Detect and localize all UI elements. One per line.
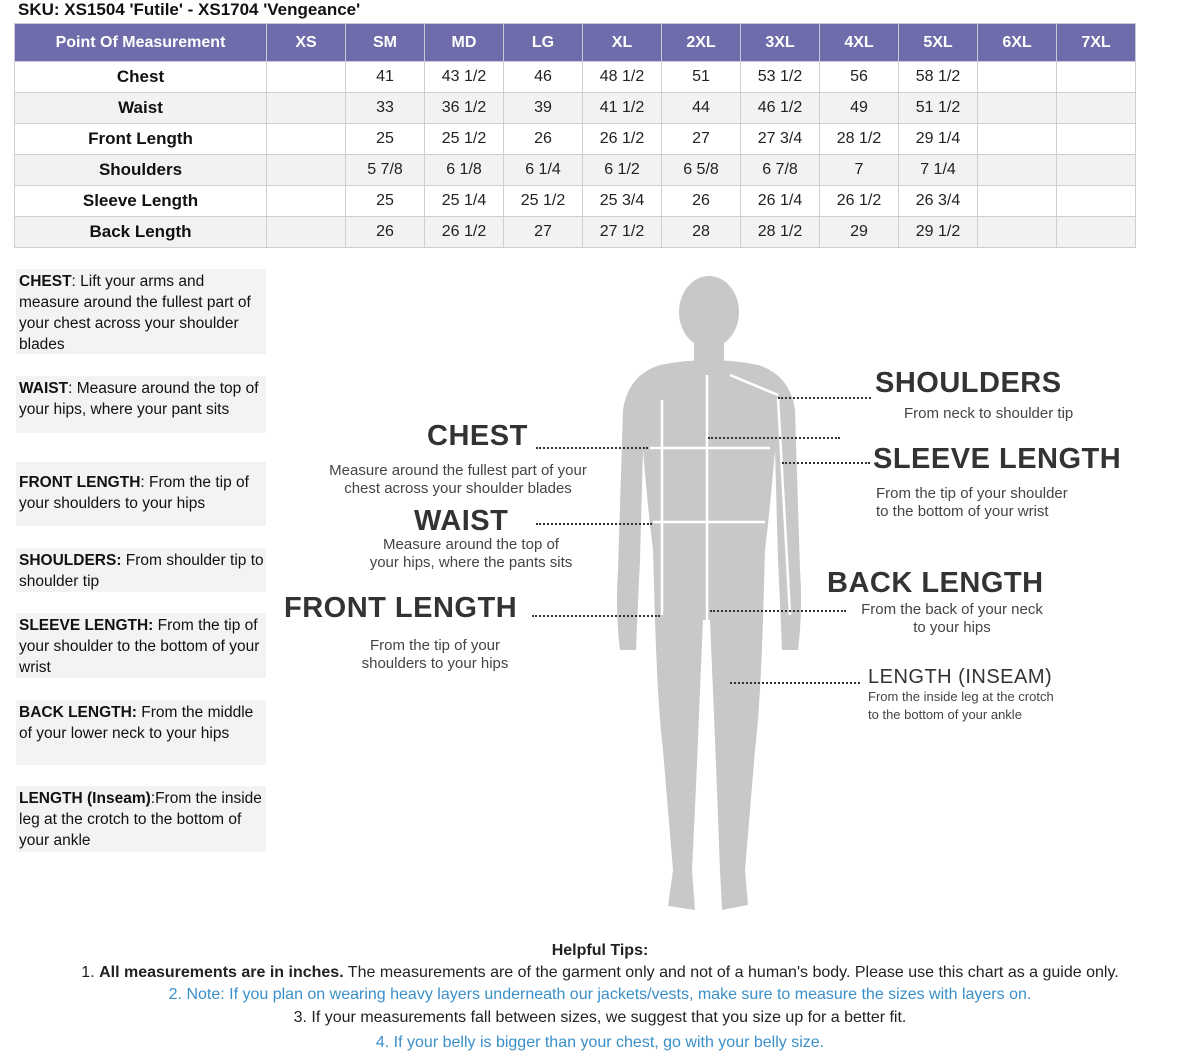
row-label: Waist	[15, 93, 267, 124]
table-cell	[267, 93, 346, 124]
tip-1-bold: All measurements are in inches.	[99, 964, 344, 981]
header-size: 7XL	[1057, 24, 1136, 62]
table-cell	[978, 217, 1057, 248]
size-chart-table	[14, 23, 1136, 248]
sleeve-length-leader	[782, 462, 870, 464]
header-size: 5XL	[899, 24, 978, 62]
table-cell: 49	[820, 93, 899, 124]
table-cell: 25	[346, 124, 425, 155]
table-cell	[267, 155, 346, 186]
table-cell: 33	[346, 93, 425, 124]
guide-inseam	[16, 786, 266, 852]
table-cell	[978, 93, 1057, 124]
table-cell: 26	[504, 124, 583, 155]
front-length-leader	[532, 615, 660, 617]
table-row	[15, 217, 1136, 248]
guide-term: SHOULDERS:	[19, 552, 122, 569]
table-cell: 36 1/2	[425, 93, 504, 124]
table-header-row	[15, 24, 1136, 62]
table-cell: 7	[820, 155, 899, 186]
guide-text: : Lift your arms and measure around the fullest part of your chest across your shoulder blades	[19, 273, 251, 353]
guide-text: From the tip of your shoulder to the bottom of your wrist	[19, 617, 260, 676]
table-cell: 6 5/8	[662, 155, 741, 186]
table-cell: 41	[346, 62, 425, 93]
table-cell	[1057, 93, 1136, 124]
row-label: Sleeve Length	[15, 186, 267, 217]
table-cell	[267, 124, 346, 155]
waist-desc-line: your hips, where the pants sits	[369, 554, 573, 571]
guide-term: LENGTH (Inseam)	[19, 790, 151, 807]
table-cell	[1057, 124, 1136, 155]
table-cell: 25 1/4	[425, 186, 504, 217]
table-cell: 6 1/2	[583, 155, 662, 186]
header-size: XS	[267, 24, 346, 62]
header-size: MD	[425, 24, 504, 62]
waist-title: WAIST	[414, 505, 509, 537]
guide-shoulders	[16, 548, 266, 592]
table-cell: 28	[662, 217, 741, 248]
back-length-leader	[710, 610, 846, 612]
sleeve-length-desc-line: to the bottom of your wrist	[876, 503, 1049, 520]
back-length-desc	[842, 601, 1062, 637]
front-length-desc	[330, 637, 540, 673]
table-cell	[978, 155, 1057, 186]
table-cell	[267, 217, 346, 248]
table-cell: 27	[504, 217, 583, 248]
table-cell: 28 1/2	[820, 124, 899, 155]
sleeve-length-desc	[876, 485, 1068, 521]
guide-text: From shoulder tip to shoulder tip	[19, 552, 264, 590]
table-cell: 26 1/2	[820, 186, 899, 217]
chest-right-leader	[708, 437, 840, 439]
table-cell: 25 1/2	[425, 124, 504, 155]
guide-sleeve-length	[16, 613, 266, 678]
front-length-desc-line: shoulders to your hips	[361, 655, 509, 672]
front-length-desc-line: From the tip of your	[369, 637, 501, 654]
guide-waist	[16, 376, 266, 433]
table-cell	[1057, 186, 1136, 217]
waist-desc	[346, 536, 596, 572]
table-cell	[978, 124, 1057, 155]
guide-term: SLEEVE LENGTH:	[19, 617, 154, 634]
table-cell: 29 1/2	[899, 217, 978, 248]
table-cell: 27 1/2	[583, 217, 662, 248]
inseam-leader	[730, 682, 860, 684]
table-cell: 43 1/2	[425, 62, 504, 93]
table-cell	[1057, 217, 1136, 248]
table-cell: 48 1/2	[583, 62, 662, 93]
table-cell: 44	[662, 93, 741, 124]
shoulders-title: SHOULDERS	[875, 367, 1062, 399]
guide-term: BACK LENGTH:	[19, 704, 137, 721]
header-size: SM	[346, 24, 425, 62]
table-row	[15, 93, 1136, 124]
guide-text: : From the tip of your shoulders to your hips	[19, 474, 249, 512]
table-cell: 6 1/8	[425, 155, 504, 186]
tip-1-number: 1.	[81, 964, 100, 981]
back-length-desc-line: From the back of your neck	[861, 601, 1043, 618]
sleeve-length-title: SLEEVE LENGTH	[873, 443, 1122, 475]
table-row	[15, 62, 1136, 93]
table-cell	[267, 62, 346, 93]
header-size: 6XL	[978, 24, 1057, 62]
table-cell: 27	[662, 124, 741, 155]
table-cell: 7 1/4	[899, 155, 978, 186]
header-size: 2XL	[662, 24, 741, 62]
inseam-desc-line: From the inside leg at the crotch	[868, 689, 1054, 704]
chest-desc-line: chest across your shoulder blades	[344, 480, 572, 497]
sku-title: SKU: XS1504 'Futile' - XS1704 'Vengeance'	[18, 0, 361, 19]
table-cell: 58 1/2	[899, 62, 978, 93]
table-cell: 51	[662, 62, 741, 93]
table-row	[15, 186, 1136, 217]
chest-title: CHEST	[427, 420, 528, 452]
shoulders-leader	[778, 397, 871, 399]
header-size: 3XL	[741, 24, 820, 62]
tip-2: 2. Note: If you plan on wearing heavy layers underneath our jackets/vests, make sure to measure the sizes with layers on.	[168, 986, 1032, 1003]
row-label: Shoulders	[15, 155, 267, 186]
guide-term: FRONT LENGTH	[19, 474, 141, 491]
table-cell: 25	[346, 186, 425, 217]
table-cell: 26	[662, 186, 741, 217]
table-cell: 29 1/4	[899, 124, 978, 155]
table-cell	[1057, 62, 1136, 93]
tip-4: 4. If your belly is bigger than your chest, go with your belly size.	[375, 1034, 825, 1051]
table-cell: 41 1/2	[583, 93, 662, 124]
sleeve-length-desc-line: From the tip of your shoulder	[876, 485, 1068, 502]
table-cell: 6 1/4	[504, 155, 583, 186]
shoulders-desc: From neck to shoulder tip	[904, 405, 1074, 422]
guide-text: From the middle of your lower neck to your hips	[19, 704, 254, 742]
table-cell: 25 1/2	[504, 186, 583, 217]
table-cell: 26 1/2	[583, 124, 662, 155]
guide-back-length	[16, 700, 266, 765]
guide-chest	[16, 269, 266, 354]
header-size: 4XL	[820, 24, 899, 62]
table-cell: 6 7/8	[741, 155, 820, 186]
table-cell	[267, 186, 346, 217]
row-label: Front Length	[15, 124, 267, 155]
table-cell	[978, 62, 1057, 93]
header-size: LG	[504, 24, 583, 62]
helpful-tips-heading: Helpful Tips:	[551, 942, 649, 959]
row-label: Chest	[15, 62, 267, 93]
table-cell: 26	[346, 217, 425, 248]
table-cell: 46	[504, 62, 583, 93]
table-cell: 26 3/4	[899, 186, 978, 217]
tip-1	[0, 964, 1200, 982]
guide-term: CHEST	[19, 273, 72, 290]
table-row	[15, 155, 1136, 186]
chest-desc-line: Measure around the fullest part of your	[329, 462, 587, 479]
row-label: Back Length	[15, 217, 267, 248]
table-cell: 26 1/4	[741, 186, 820, 217]
waist-desc-line: Measure around the top of	[383, 536, 559, 553]
table-row	[15, 124, 1136, 155]
chest-leader	[536, 447, 648, 449]
guide-front-length	[16, 462, 266, 526]
inseam-title: LENGTH (INSEAM)	[868, 666, 1053, 688]
inseam-desc	[868, 688, 1054, 724]
table-cell: 51 1/2	[899, 93, 978, 124]
table-cell: 26 1/2	[425, 217, 504, 248]
table-cell: 28 1/2	[741, 217, 820, 248]
waist-leader	[536, 523, 652, 525]
table-cell: 27 3/4	[741, 124, 820, 155]
guide-text: :From the inside leg at the crotch to the bottom of your ankle	[19, 790, 262, 849]
chest-desc	[318, 462, 598, 498]
tip-3: 3. If your measurements fall between sizes, we suggest that you size up for a better fit.	[293, 1009, 907, 1026]
table-cell	[1057, 155, 1136, 186]
table-cell: 56	[820, 62, 899, 93]
header-point-of-measurement: Point Of Measurement	[15, 24, 267, 62]
table-cell: 39	[504, 93, 583, 124]
tip-1-text: The measurements are of the garment only and not of a human's body. Please use this chart as a guide only.	[343, 964, 1119, 981]
guide-text: : Measure around the top of your hips, where your pant sits	[19, 380, 259, 418]
back-length-title: BACK LENGTH	[827, 567, 1044, 599]
table-cell	[978, 186, 1057, 217]
inseam-desc-line: to the bottom of your ankle	[868, 707, 1022, 722]
header-size: XL	[583, 24, 662, 62]
table-cell: 46 1/2	[741, 93, 820, 124]
back-length-desc-line: to your hips	[913, 619, 991, 636]
table-cell: 53 1/2	[741, 62, 820, 93]
measurement-figure	[270, 270, 1190, 940]
table-cell: 25 3/4	[583, 186, 662, 217]
guide-term: WAIST	[19, 380, 69, 397]
front-length-title: FRONT LENGTH	[284, 592, 518, 624]
table-cell: 5 7/8	[346, 155, 425, 186]
table-cell: 29	[820, 217, 899, 248]
